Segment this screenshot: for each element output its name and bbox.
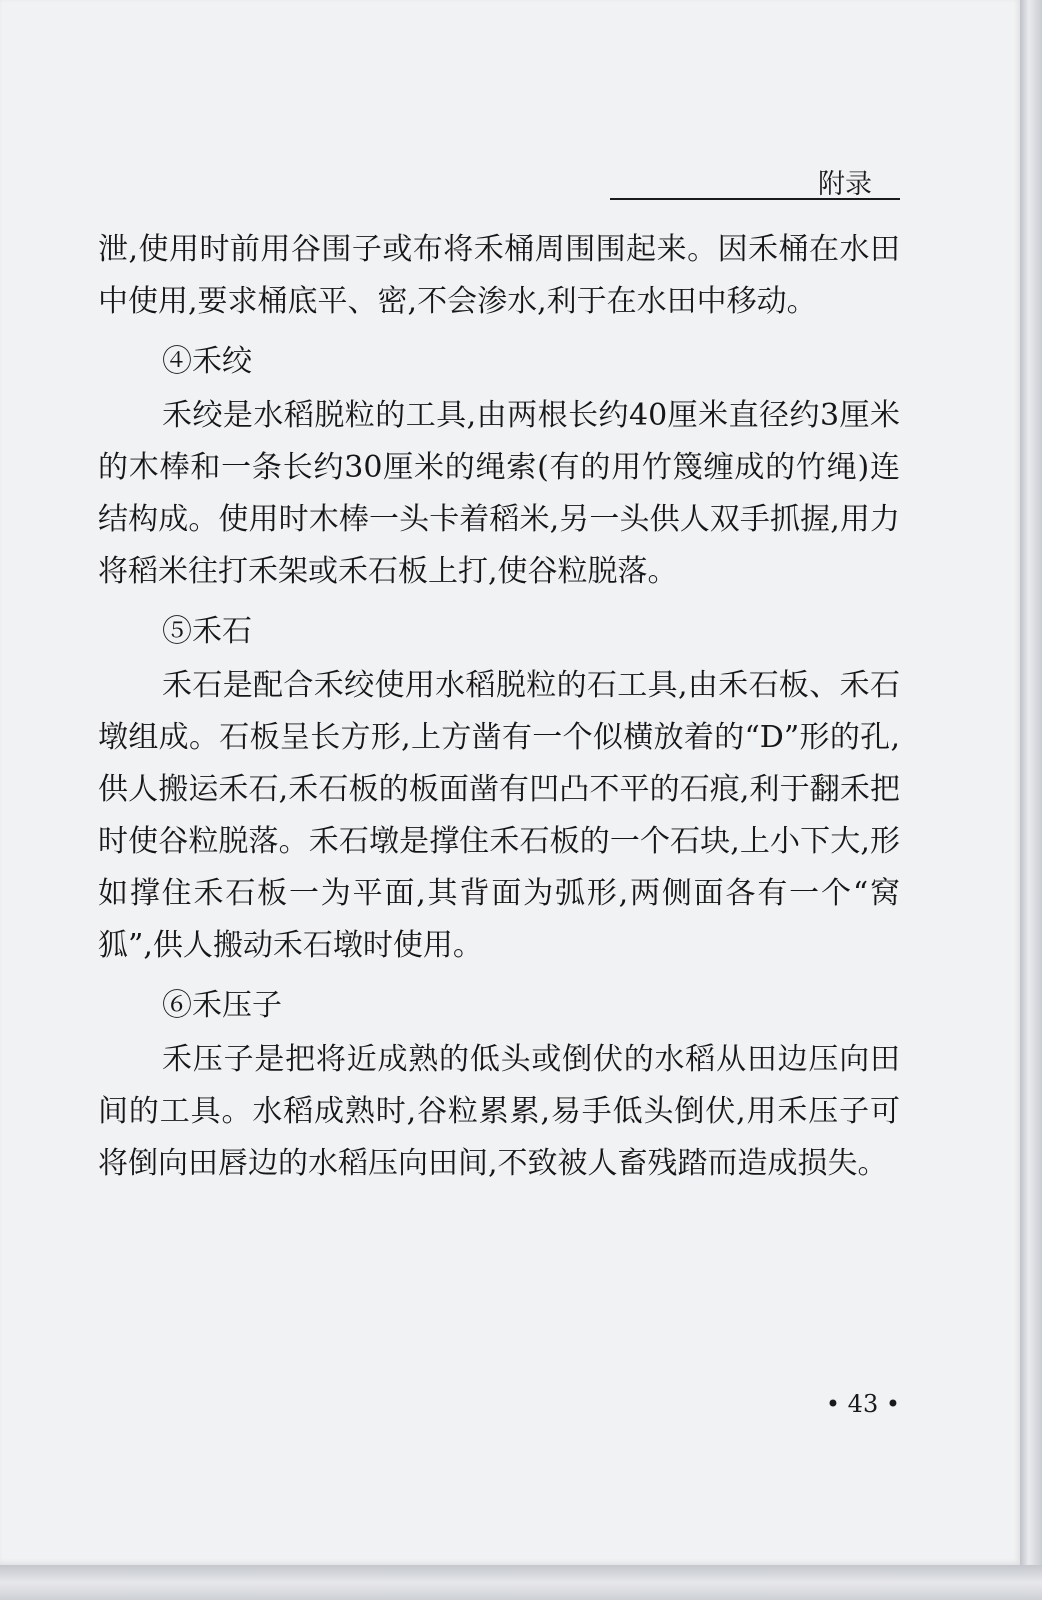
running-head	[610, 158, 900, 200]
section-heading-he-jiao: ④禾绞	[162, 344, 252, 379]
paragraph-he-ya-zi: 禾压子是把将近成熟的低头或倒伏的水稻从田边压向田间的工具。水稻成熟时,谷粒累累,易手低头倒伏,用禾压子可将倒向田唇边的水稻压向田间,不致被人畜残踏而造成损失。	[98, 1042, 900, 1181]
page-edge-bottom	[0, 1565, 1042, 1600]
paragraph-continuation: 泄,使用时前用谷围子或布将禾桶周围围起来。因禾桶在水田中使用,要求桶底平、密,不会渗水,利于在水田中移动。	[98, 232, 900, 319]
section-heading-he-shi: ⑤禾石	[162, 614, 252, 649]
paragraph-he-shi: 禾石是配合禾绞使用水稻脱粒的石工具,由禾石板、禾石墩组成。石板呈长方形,上方凿有一个似横放着的“D”形的孔,供人搬运禾石,禾石板的板面凿有凹凸不平的石痕,利于翻禾把时使谷粒脱落。禾石墩是撑住禾石板的一个石块,上小下大,形如撑住禾石板一为平面,其背面为弧形,两侧面各有一个“窝狐”,供人搬动禾石墩时使用。	[98, 668, 900, 963]
page-body	[98, 224, 900, 1190]
page-number: • 43 •	[825, 1390, 900, 1418]
section-heading-he-ya-zi: ⑥禾压子	[162, 988, 282, 1023]
paragraph-he-jiao: 禾绞是水稻脱粒的工具,由两根长约40厘米直径约3厘米的木棒和一条长约30厘米的绳索(有的用竹篾缠成的竹绳)连结构成。使用时木棒一头卡着稻米,另一头供人双手抓握,用力将稻米往打禾架或禾石板上打,使谷粒脱落。	[98, 398, 900, 589]
running-head-title: 附录	[818, 169, 872, 200]
page-edge-right	[1020, 0, 1042, 1600]
